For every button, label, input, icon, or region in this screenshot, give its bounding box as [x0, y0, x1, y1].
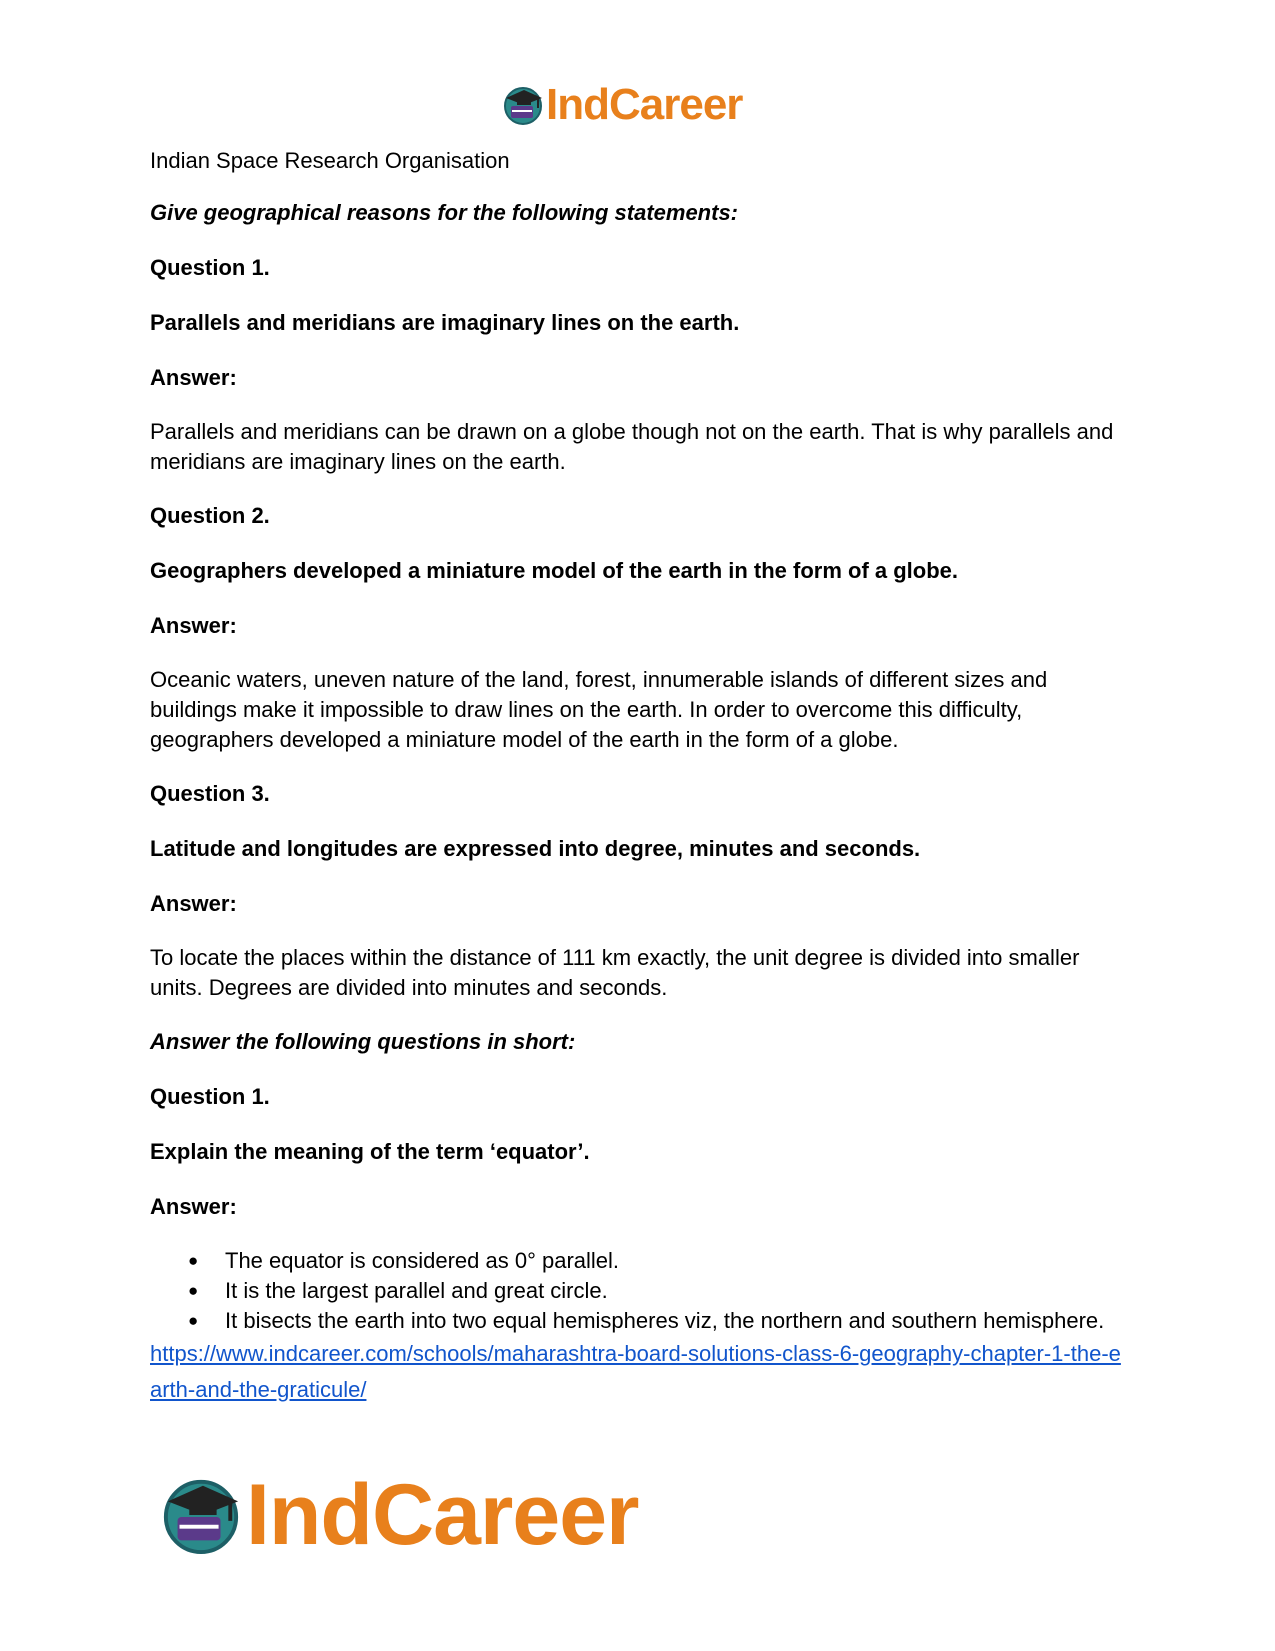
graduation-cap-globe-icon [160, 1474, 242, 1556]
question-text: Explain the meaning of the term ‘equator’. [150, 1139, 590, 1164]
answer-text: Parallels and meridians can be drawn on a globe though not on the earth. That is why parallels and meridians are imaginary lines on the earth. [150, 419, 1114, 474]
answer-text: Oceanic waters, uneven nature of the land, forest, innumerable islands of different sizes and buildings make it impossible to draw lines on the earth. In order to overcome this difficulty, geographers developed a miniature model of the earth in the form of a globe. [150, 667, 1048, 752]
question-text: Latitude and longitudes are expressed into degree, minutes and seconds. [150, 836, 921, 861]
answer-label: Answer: [150, 891, 237, 916]
brand-name: IndCareer [246, 1467, 639, 1563]
document-body [150, 146, 1130, 1408]
list-item: ● It is the largest parallel and great circle. [225, 1276, 1130, 1306]
question-text: Geographers developed a miniature model of the earth in the form of a globe. [150, 558, 959, 583]
answer-label: Answer: [150, 1194, 237, 1219]
section1-heading: Give geographical reasons for the following statements: [150, 200, 739, 225]
org-line: Indian Space Research Organisation [150, 148, 510, 173]
question-label: Question 3. [150, 781, 270, 806]
question-label: Question 1. [150, 255, 270, 280]
answer-label: Answer: [150, 613, 237, 638]
footer-logo [160, 1467, 639, 1563]
header-logo [502, 80, 742, 130]
list-item: ● It bisects the earth into two equal hemispheres viz, the northern and southern hemisphere. [225, 1306, 1130, 1336]
answer-text: To locate the places within the distance of 111 km exactly, the unit degree is divided into smaller units. Degrees are divided into minutes and seconds. [150, 945, 1080, 1000]
brand-name: IndCareer [546, 80, 743, 129]
answer-label: Answer: [150, 365, 237, 390]
question-label: Question 2. [150, 503, 270, 528]
source-link[interactable]: https://www.indcareer.com/schools/maharashtra-board-solutions-class-6-geography-chapter-1-the-earth-and-the-graticule/ [150, 1341, 1121, 1402]
question-text: Parallels and meridians are imaginary lines on the earth. [150, 310, 740, 335]
graduation-cap-globe-icon [502, 84, 544, 126]
question-label: Question 1. [150, 1084, 270, 1109]
list-item: ● The equator is considered as 0° parallel. [225, 1246, 1130, 1276]
section2-heading: Answer the following questions in short: [150, 1029, 576, 1054]
answer-bullet-list [150, 1246, 1130, 1336]
